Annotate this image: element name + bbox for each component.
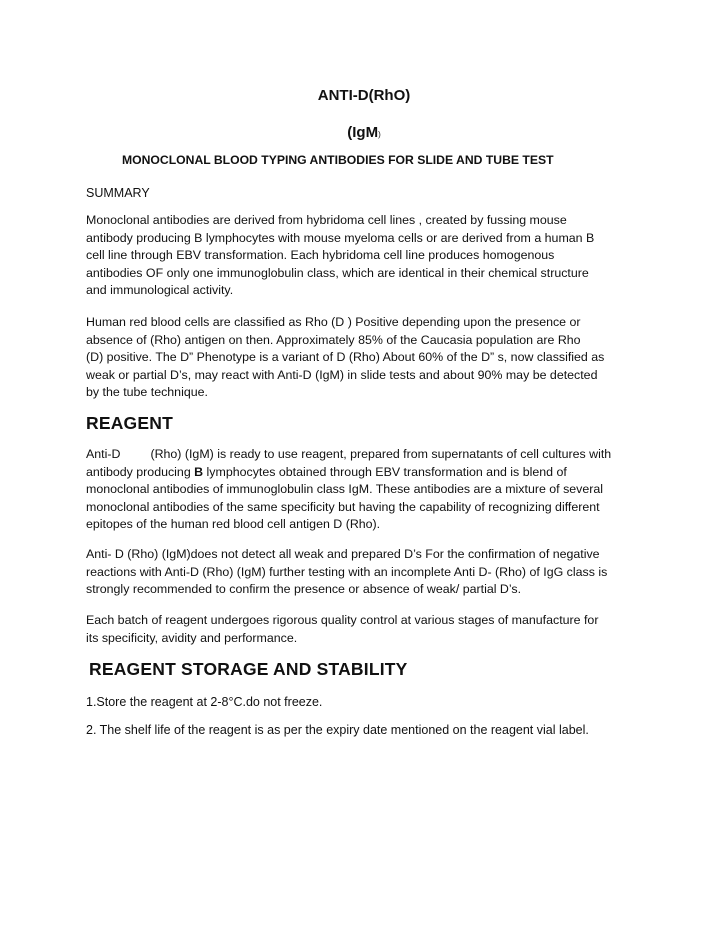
- bold-letter: B: [194, 464, 204, 479]
- text-line: reactions with Anti-D (Rho) (IgM) further testing with an incomplete Anti D- (Rho) of IgG class is: [86, 564, 608, 579]
- text-line: Each batch of reagent undergoes rigorous quality control at various stages of manufacture for: [86, 613, 599, 627]
- text-line: monoclonal antibodies of the same specificity but having the capability of recognizing different: [86, 499, 600, 514]
- text-line: monoclonal antibodies of immunoglobulin class IgM. These antibodies are a mixture of several: [86, 482, 604, 497]
- title-line1: ANTI-D(RhO): [317, 87, 411, 104]
- summary-label: SUMMARY: [86, 186, 150, 200]
- text-line: antibody producing B lymphocytes with mouse myeloma cells or are derived from a human B: [86, 230, 595, 245]
- storage-heading: REAGENT STORAGE AND STABILITY: [89, 659, 408, 679]
- text-line: Human red blood cells are classified as Rho (D ) Positive depending upon the presence or: [86, 315, 581, 329]
- text-fragment: lymphocytes obtained through EBV transformation and is blend of: [203, 464, 567, 479]
- reagent-paragraph-3: [86, 612, 646, 647]
- text-line: by the tube technique.: [86, 385, 208, 400]
- title-line2-small: ): [378, 130, 381, 139]
- text-line: and immunological activity.: [86, 283, 234, 298]
- storage-item-1: 1.Store the reagent at 2-8°C.do not freeze.: [86, 695, 323, 709]
- text-fragment: (Rho) (IgM) is ready to use reagent, prepared from supernatants of cell cultures with: [150, 447, 612, 461]
- text-line: Anti- D (Rho) (IgM)does not detect all weak and prepared D’s For the confirmation of negative: [86, 547, 600, 561]
- title-line2-main: (IgM: [347, 124, 379, 141]
- summary-paragraph-2: [86, 314, 646, 402]
- reagent-paragraph-1: [86, 446, 646, 534]
- text-line: Monoclonal antibodies are derived from hybridoma cell lines , created by fussing mouse: [86, 213, 567, 227]
- text-line: [86, 464, 646, 482]
- text-line: weak or partial D’s, may react with Anti-D (IgM) in slide tests and about 90% may be detected: [86, 367, 598, 382]
- text-line: epitopes of the human red blood cell antigen D (Rho).: [86, 517, 381, 532]
- document-title: [0, 87, 728, 105]
- anti-d-label: Anti-D: [86, 447, 121, 461]
- document-subtitle: MONOCLONAL BLOOD TYPING ANTIBODIES FOR SLIDE AND TUBE TEST: [122, 153, 554, 167]
- text-line: cell line through EBV transformation. Each hybridoma cell line produces homogenous: [86, 248, 555, 263]
- text-line: its specificity, avidity and performance.: [86, 630, 298, 645]
- text-line: antibodies OF only one immunoglobulin class, which are identical in their chemical structure: [86, 265, 589, 280]
- text-line: absence of (Rho) antigen on then. Approximately 85% of the Caucasia population are Rho: [86, 332, 581, 347]
- reagent-paragraph-2: [86, 546, 646, 599]
- text-fragment: antibody producing: [86, 464, 195, 479]
- text-line: [86, 446, 646, 464]
- storage-item-2: 2. The shelf life of the reagent is as per the expiry date mentioned on the reagent vial label.: [86, 723, 589, 737]
- text-line: strongly recommended to confirm the presence or absence of weak/ partial D’s.: [86, 582, 522, 597]
- reagent-heading: REAGENT: [86, 413, 173, 433]
- document-title-secondary: [0, 124, 728, 144]
- text-line: (D) positive. The D” Phenotype is a variant of D (Rho) About 60% of the D” s, now classified as: [86, 350, 605, 365]
- summary-paragraph-1: [86, 212, 646, 300]
